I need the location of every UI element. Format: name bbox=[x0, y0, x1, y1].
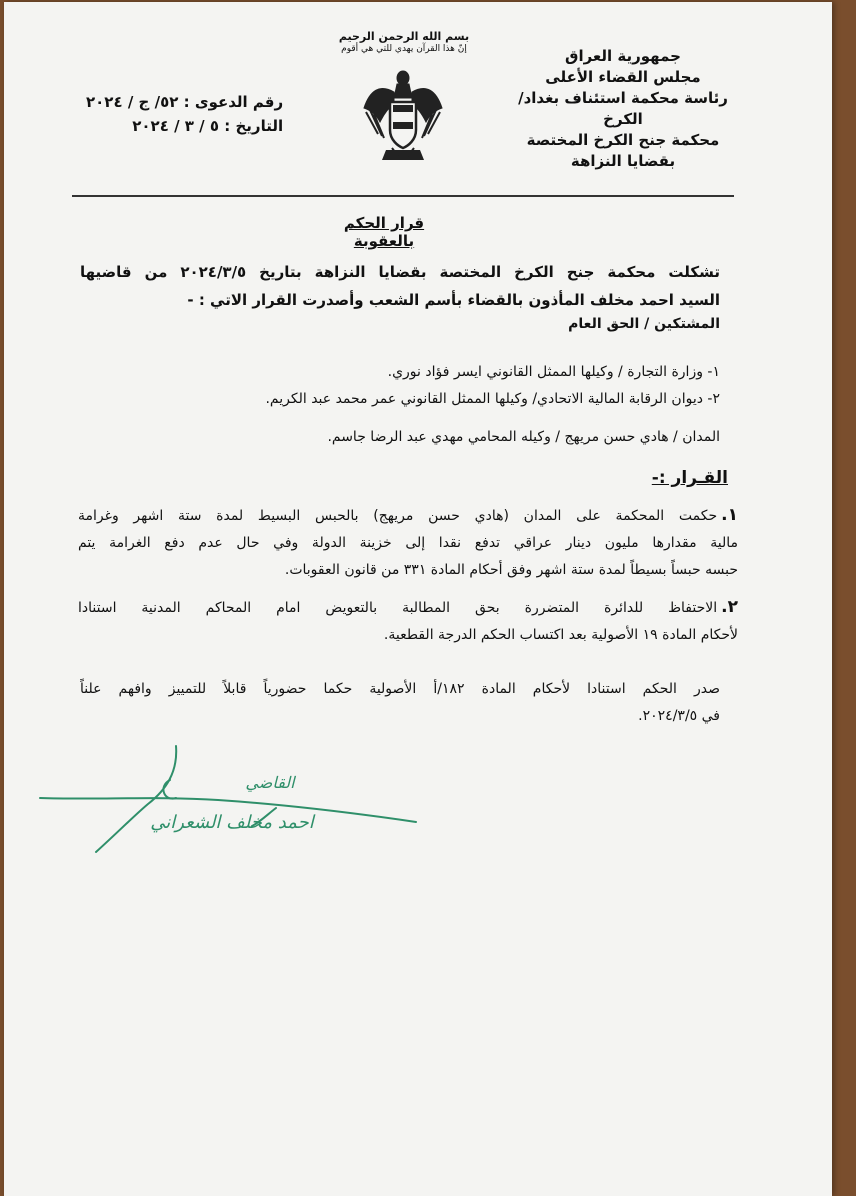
iraq-emblem-icon bbox=[362, 64, 444, 166]
issuer-line-presidency: رئاسة محكمة استئناف بغداد/ الكرخ bbox=[518, 89, 728, 128]
decision-2-line-1: الاحتفاظ للدائرة المتضررة بحق المطالبة بالتعويض امام المحاكم المدنية استنادا bbox=[78, 600, 718, 616]
case-number: رقم الدعوى : ٥٢/ ج / ٢٠٢٤ bbox=[86, 93, 284, 111]
decision-1-line-2: مالية مقدارها مليون دينار عراقي تدفع نقدا إلى خزينة الدولة وفي حال عدم دفع الغرامة يتم bbox=[78, 535, 738, 551]
decision-item-1 bbox=[78, 502, 738, 584]
judge-signature bbox=[38, 742, 428, 862]
decision-2-line-2: لأحكام المادة ١٩ الأصولية بعد اكتساب الحكم الدرجة القطعية. bbox=[383, 627, 738, 643]
decision-1-line-3: حبسه حبساً بسيطاً لمدة ستة اشهر وفق أحكام المادة ٣٣١ من قانون العقوبات. bbox=[284, 562, 738, 578]
complainant-1: ١- وزارة التجارة / وكيلها الممثل القانوني ايسر فؤاد نوري. bbox=[387, 364, 720, 380]
document-title: قرار الحكم بالعقوبة bbox=[343, 214, 425, 250]
closing-line-2: في ٢٠٢٤/٣/٥. bbox=[638, 708, 720, 724]
convicted-party: المدان / هادي حسن مريهج / وكيله المحامي مهدي عبد الرضا جاسم. bbox=[327, 429, 720, 445]
issuer-line-court: محكمة جنح الكرخ المختصة bbox=[526, 131, 720, 149]
intro-paragraph bbox=[80, 258, 720, 314]
decision-heading: القـرار :- bbox=[651, 468, 728, 488]
closing-paragraph bbox=[80, 676, 720, 730]
signature-name: احمد مخلف الشعراني bbox=[150, 812, 314, 833]
verse: إنّ هذا القرآن يهدي للتي هي أقوم bbox=[341, 44, 467, 54]
intro-line-2: السيد احمد مخلف المأذون بالقضاء بأسم الشعب وأصدرت القرار الاتي : - bbox=[187, 291, 720, 309]
signature-title: القاضي bbox=[245, 773, 295, 792]
issuer-line-country: جمهورية العراق bbox=[565, 47, 681, 65]
decision-item-2 bbox=[78, 594, 738, 649]
basmala-block bbox=[334, 30, 474, 55]
issuer-header bbox=[498, 46, 748, 172]
decision-1-line-1: حكمت المحكمة على المدان (هادي حسن مريهج) بالحبس البسيط لمدة ستة اشهر وغرامة bbox=[78, 508, 718, 524]
issuer-line-council: مجلس القضاء الأعلى bbox=[545, 68, 701, 86]
complainant-2: ٢- ديوان الرقابة المالية الاتحادي/ وكيلها الممثل القانوني عمر محمد عبد الكريم. bbox=[265, 391, 720, 407]
complainants-label: المشتكين / الحق العام bbox=[568, 316, 720, 332]
decision-1-number: ١. bbox=[721, 505, 738, 525]
case-date: التاريخ : ٥ / ٣ / ٢٠٢٤ bbox=[132, 117, 284, 135]
closing-line-1: صدر الحكم استنادا لأحكام المادة ١٨٢/أ الأصولية حكما حضورياً قابلاً للتمييز وافهم علناً bbox=[80, 681, 720, 697]
decision-2-number: ٢. bbox=[721, 597, 738, 617]
case-info bbox=[86, 90, 283, 138]
issuer-line-specialty: بقضايا النزاهة bbox=[570, 152, 676, 170]
header-divider bbox=[72, 195, 734, 197]
basmala: بسم الله الرحمن الرحيم bbox=[338, 30, 470, 43]
intro-line-1: تشكلت محكمة جنح الكرخ المختصة بقضايا النزاهة بتاريخ ٢٠٢٤/٣/٥ من قاضيها bbox=[80, 263, 720, 281]
document-page bbox=[4, 2, 832, 1196]
